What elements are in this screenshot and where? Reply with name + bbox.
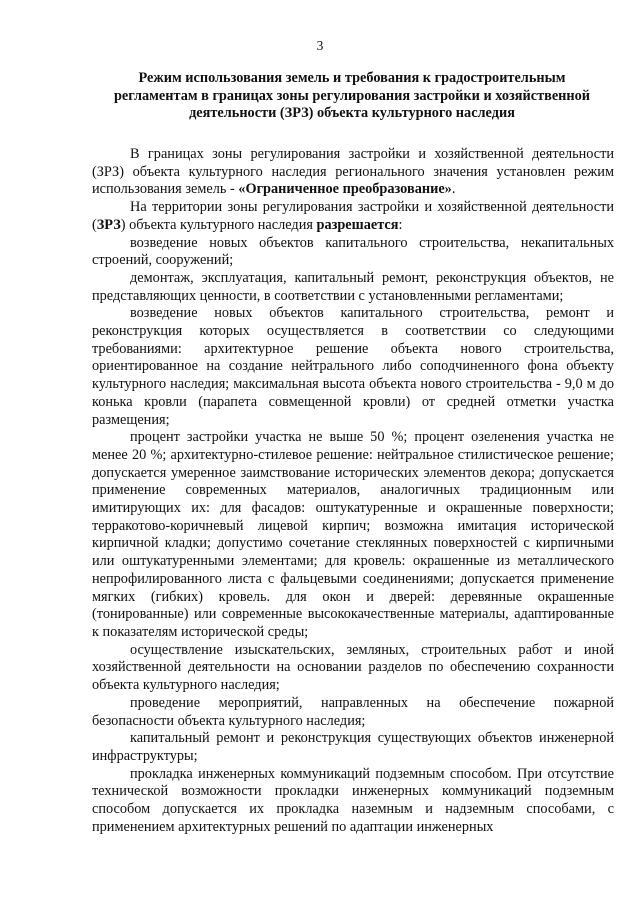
list-item-infrastructure-repair: капитальный ремонт и реконструкция существующих объектов инженерной инфраструктуры; [92,730,614,764]
regime-name: «Ограниченное преобразование» [238,181,452,198]
document-body [92,146,614,836]
zone-abbreviation: ЗРЗ [96,216,121,233]
list-item-fire-safety: проведение мероприятий, направленных на обеспечение пожарной безопасности объекта культурного наследия; [92,694,614,729]
heading-line-1: Режим использования земель и требования к градостроительным [138,70,566,86]
heading-line-2: регламентам в границах зоны регулирования застройки и хозяйственной [113,87,591,104]
paragraph-regime-end: . [451,181,456,198]
paragraph-regime-text: В границах зоны регулирования застройки и хозяйственной деятельности (ЗРЗ) объекта культурного наследия регионального значения установлен режим использования земель - [92,146,614,198]
document-heading [92,70,612,123]
heading-line-3: деятельности (ЗРЗ) объекта культурного наследия [189,105,515,121]
list-item-demolition: демонтаж, эксплуатация, капитальный ремонт, реконструкция объектов, не представляющих ценности, в соответствии с установленными регламентами; [92,269,614,304]
page-number: 3 [316,38,324,53]
permitted-intro-end: : [398,216,403,233]
paragraph-regime [92,146,614,199]
permitted-keyword: разрешается [316,216,399,233]
list-item-building-parameters: процент застройки участка не выше 50 %; процент озеленения участка не менее 20 %; архитектурно-стилевое решение: нейтральное стилистическое решение; допускается умеренное заимствование исторических элементов декора; допускается применение современных материалов, аналогичных традиционным или имитирующих их: для фасадов: оштукатуренные и окрашенные поверхности; терракотово-коричневый лицевой кирпич; возможна имитация исторической кирпичной кладки; допустимо сочетание стеклянных поверхностей с кирпичными или оштукатуренными элементами; для кровель: окрашенные из металлического непрофилированного листа с фальцевыми соединениями; допускается применение мягких (гибких) кровель. для окон и дверей: деревянные окрашенные (тонированные) или современные высококачественные материалы, адаптированные к показателям исторической среды; [92,429,614,640]
paragraph-permitted-intro [92,199,614,234]
list-item-new-construction: возведение новых объектов капитального строительства, некапитальных строений, сооружений; [92,234,614,269]
list-item-survey-works: осуществление изыскательских, земляных, строительных работ и иной хозяйственной деятельности на основании разделов по обеспечению сохранности объекта культурного наследия; [92,641,614,694]
list-item-construction-requirements: возведение новых объектов капитального строительства, ремонт и реконструкция которых осуществляется в соответствии со следующими требованиями: архитектурное решение объекта нового строительства, ориентированное на создание нейтрального либо соподчиненного фона объекту культурного наследия; максимальная высота объекта нового строительства - 9,0 м до конька кровли (парапета совмещенной кровли) от средней отметки участка размещения; [92,305,614,428]
list-item-utilities: прокладка инженерных коммуникаций подземным способом. При отсутствие технической возможности прокладки инженерных коммуникаций подземным способом допускается их прокладка наземным и надземным способами, с применением архитектурных решений по адаптации инженерных [92,765,614,835]
permitted-intro-text-2: ) объекта культурного наследия [120,216,317,233]
permitted-intro-text-1: На территории зоны регулирования застройки и хозяйственной деятельности ( [92,199,614,233]
